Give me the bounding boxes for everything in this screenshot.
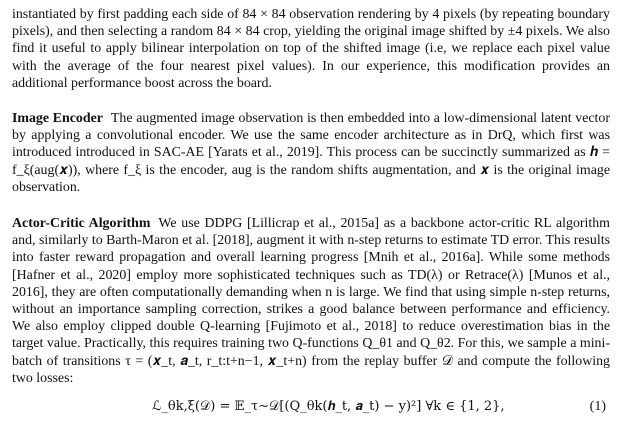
actor-critic-paragraph [12, 215, 610, 387]
intro-paragraph-text: instantiated by first padding each side of 84 × 84 observation rendering by 4 pixels (by repeating boundary pixels), and then selecting a random 84 × 84 crop, yielding the original image shifted by ±4 pixels. We also find it useful to apply bilinear interpolation on top of the shifted image (i.e, we replace each pixel value with the average of the four nearest pixel values). In our experience, this modification provides an additional performance boost across the board. [12, 7, 610, 91]
equation-1 [12, 399, 610, 419]
equation-formula: ℒ_θk,ξ(𝒟) = 𝔼_τ∼𝒟[(Q_θk(𝒉_t, 𝒂_t) − y)²] ∀k ∈ {1, 2}, [152, 399, 505, 415]
image-encoder-body: The augmented image observation is then embedded into a low-dimensional latent vector by applying a convolutional encoder. We use the same encoder architecture as in DrQ, which first was introduced introduced in SAC-AE [Yarats et al., 2019]. This process can be succinctly summarized as 𝒉 = f_ξ(aug(𝒙)), where f_ξ is the encoder, aug is the random shifts augmentation, and 𝒙 is the original image observation. [12, 111, 610, 195]
intro-paragraph [12, 6, 610, 92]
actor-critic-body: We use DDPG [Lillicrap et al., 2015a] as a backbone actor-critic RL algorithm and, similarly to Barth-Maron et al. [2018], augment it with n-step returns to estimate TD error. This results into faster reward propagation and overall learning progress [Mnih et al., 2016a]. While some methods [Hafner et al., 2020] employ more sophisticated techniques such as TD(λ) or Retrace(λ) [Munos et al., 2016], they are often computationally demanding when n is large. We find that using simple n-step returns, without an importance sampling correction, strikes a good balance between performance and efficiency. We also employ clipped double Q-learning [Fujimoto et al., 2018] to reduce overestimation bias in the target value. Practically, this requires training two Q-functions Q_θ1 and Q_θ2. For this, we sample a mini-batch of transitions τ = (𝒙_t, 𝒂_t, r_t:t+n−1, 𝒙_t+n) from the replay buffer 𝒟 and compute the following two losses: [12, 216, 610, 386]
actor-critic-heading: Actor-Critic Algorithm [12, 216, 151, 232]
image-encoder-paragraph [12, 110, 610, 196]
image-encoder-heading: Image Encoder [12, 111, 103, 127]
equation-number: (1) [589, 399, 606, 415]
paper-page [12, 0, 610, 419]
